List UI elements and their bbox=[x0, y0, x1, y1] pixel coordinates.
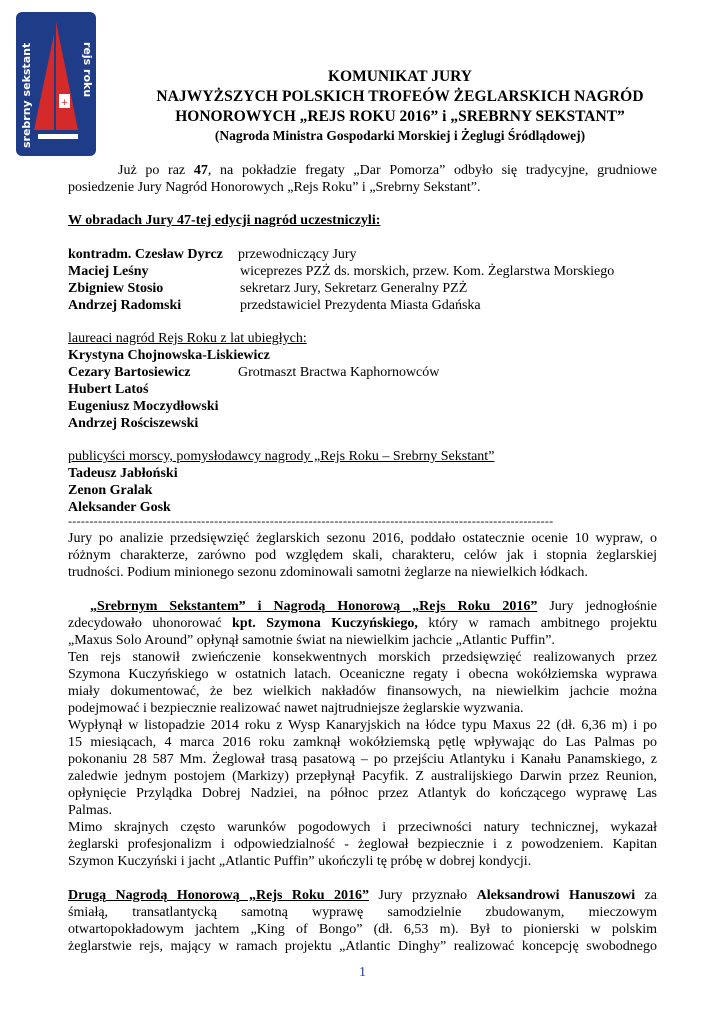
award1-line: żeglarski profesjonalizm i odpowiedzialność - żeglował bezpiecznie i z powodzeniem. Kapitan bbox=[68, 837, 657, 852]
header-title: KOMUNIKAT JURY bbox=[328, 68, 472, 85]
journalists-heading: publicyści morscy, pomysłodawcy nagrody „Rejs Roku – Srebrny Sekstant” bbox=[68, 449, 495, 464]
logo-crest-icon bbox=[59, 94, 70, 108]
header-subtitle-1: NAJWYŻSZYCH POLSKICH TROFEÓW ŻEGLARSKICH NAGRÓD bbox=[156, 88, 644, 105]
intro-line-1 bbox=[68, 162, 657, 179]
award1-line: pokonaniu 28 587 Mm. Żeglował trasą pasatową – po przejściu Atlantyku i Kanału Panamskiego, z bbox=[68, 752, 657, 767]
jury-member-name: kontradm. Czesław Dyrcz bbox=[68, 247, 223, 262]
laureate-name: Krystyna Chojnowska-Liskiewicz bbox=[68, 348, 270, 363]
jury-member-name: Andrzej Radomski bbox=[68, 298, 182, 313]
jury-member bbox=[68, 263, 668, 280]
intro-text: Już po raz bbox=[118, 163, 194, 178]
journalist-name: Tadeusz Jabłoński bbox=[68, 466, 178, 481]
logo-hull bbox=[38, 134, 78, 139]
award2-line: śmiałą, transatlantycką samotną wyprawę samodzielnie zbudowanym, mieczowym bbox=[68, 905, 657, 920]
award1-line: Szymon Kuczyński i jacht „Atlantic Puffin” ukończyli tę próbę w dobrej kondycji. bbox=[68, 854, 532, 869]
laureate bbox=[68, 364, 668, 381]
award2-line: żeglarstwie rejs, mający w ramach projektu „Atlantic Dinghy” realizować koncepcję swobodnego bbox=[68, 939, 657, 954]
laureate-name: Hubert Latoś bbox=[68, 382, 149, 397]
award2-text-rest: za bbox=[635, 888, 657, 903]
award1-line: podejmować i bezpiecznie realizować nawet najtrudniejsze żeglarskie wyzwania. bbox=[68, 701, 524, 716]
laureate-name: Andrzej Rościszewski bbox=[68, 416, 199, 431]
journalist-name: Zenon Gralak bbox=[68, 483, 153, 498]
intro-line-2: posiedzenie Jury Nagród Honorowych „Rejs Roku” i „Srebrny Sekstant”. bbox=[68, 180, 481, 195]
jury-member-role: przedstawiciel Prezydenta Miasta Gdańska bbox=[240, 298, 481, 313]
award1-line: Palmas. bbox=[68, 803, 112, 818]
award1-heading-line bbox=[68, 598, 657, 615]
award1-line: „Maxus Solo Around” opłynął samotnie świat na niewielkim jachcie „Atlantic Puffin”. bbox=[68, 633, 555, 648]
award1-line: Wypłynął w listopadzie 2014 roku z Wysp Kanaryjskich na łódce typu Maxus 22 (dł. 6,36 m) i po bbox=[68, 718, 657, 733]
award1-text-rest: który w ramach ambitnego projektu bbox=[417, 616, 657, 631]
summary-line: różnym charakterze, zarówno pod względem skali, charakteru, celów jak i stopnia żeglarskiej bbox=[68, 548, 657, 563]
jury-member-role: sekretarz Jury, Sekretarz Generalny PZŻ bbox=[240, 281, 468, 296]
edition-number: 47 bbox=[193, 163, 208, 178]
award1-line: Szymona Kuczyńskiego w ostatnich latach. Oceaniczne regaty i obecna wokółziemska wyprawa bbox=[68, 667, 657, 682]
header-patronage: (Nagroda Ministra Gospodarki Morskiej i Żeglugi Śródlądowej) bbox=[214, 128, 586, 143]
laureate-role: Grotmaszt Bractwa Kaphornowców bbox=[238, 365, 440, 380]
award2-text: Jury przyznało bbox=[368, 888, 477, 903]
award1-text: zdecydowało uhonorować bbox=[68, 616, 233, 631]
laureate-name: Cezary Bartosiewicz bbox=[68, 365, 191, 380]
award1-line: miały dokumentować, że bez wielkich nakładów finansowych, na niewielkim jachcie można bbox=[68, 684, 657, 699]
jury-member bbox=[68, 297, 668, 314]
jury-member bbox=[68, 246, 668, 263]
jury-member-name: Zbigniew Stosio bbox=[68, 281, 164, 296]
award2-laureate: Aleksandrowi Hanuszowi bbox=[476, 888, 636, 903]
logo-text-srebrny-sekstant: srebrny sekstant bbox=[20, 42, 33, 148]
award2-title: Drugą Nagrodą Honorową „Rejs Roku 2016” bbox=[68, 888, 369, 903]
separator-line: ----------------------------------------------------------------------------------------------------------------- bbox=[68, 514, 554, 528]
award2-heading-line bbox=[68, 887, 657, 904]
award1-laureate: kpt. Szymona Kuczyńskiego, bbox=[232, 616, 418, 631]
rejs-roku-logo bbox=[16, 12, 96, 156]
award1-title: „Srebrnym Sekstantem” i Nagrodą Honorową „Rejs Roku 2016” bbox=[90, 599, 538, 614]
award1-line: Ten rejs stanowił zwieńczenie konsekwentnych morskich przedsięwzięć realizowanych przez bbox=[68, 650, 657, 665]
award1-title-after: Jury jednogłośnie bbox=[537, 599, 658, 614]
logo-text-rejs-roku: rejs roku bbox=[81, 42, 94, 98]
laureates-heading: laureaci nagród Rejs Roku z lat ubiegłych: bbox=[68, 331, 307, 346]
award1-line: zaledwie jednym postojem (Markizy) przepłynął Pacyfik. Z australijskiego Darwin przez Reunion, bbox=[68, 769, 657, 784]
award1-line: opłynięcie Przylądka Dobrej Nadziei, na północ przez Atlantyk do kończącego wyprawę Las bbox=[68, 786, 657, 801]
laureate-name: Eugeniusz Moczydłowski bbox=[68, 399, 219, 414]
page-number: 1 bbox=[359, 965, 366, 980]
journalist-name: Aleksander Gosk bbox=[68, 500, 171, 515]
award1-line: 15 miesiącach, 4 marca 2016 roku zamknął wokółziemską pętlę wpływając do Las Palmas po bbox=[68, 735, 657, 750]
award2-line: otwartopokładowym jachtem „King of Bongo” (dł. 6,53 m). Był to pionierski w polskim bbox=[68, 922, 657, 937]
header-subtitle-2: HONOROWYCH „REJS ROKU 2016” i „SREBRNY SEKSTANT” bbox=[175, 108, 625, 125]
award1-line: Mimo skrajnych często warunków pogodowych i przeciwności natury technicznej, wykazał bbox=[68, 820, 657, 835]
jury-member-name: Maciej Leśny bbox=[68, 264, 149, 279]
award1-line bbox=[68, 615, 657, 632]
summary-line: trudności. Podium minionego sezonu zdominowali samotni żeglarze na niewielkich łódkach. bbox=[68, 565, 588, 580]
jury-heading: W obradach Jury 47-tej edycji nagród uczestniczyli: bbox=[68, 213, 381, 228]
jury-member bbox=[68, 280, 668, 297]
jury-member-role: przewodniczący Jury bbox=[238, 247, 357, 262]
summary-line: Jury po analizie przedsięwzięć żeglarskich sezonu 2016, poddało ostatecznie ocenie 10 wypraw, o bbox=[68, 531, 657, 546]
svg-text:+: + bbox=[60, 98, 69, 108]
intro-text-rest: , na pokładzie fregaty „Dar Pomorza” odbyło się tradycyjne, grudniowe bbox=[207, 163, 657, 178]
jury-member-role: wiceprezes PZŻ ds. morskich, przew. Kom. Żeglarstwa Morskiego bbox=[240, 264, 615, 279]
